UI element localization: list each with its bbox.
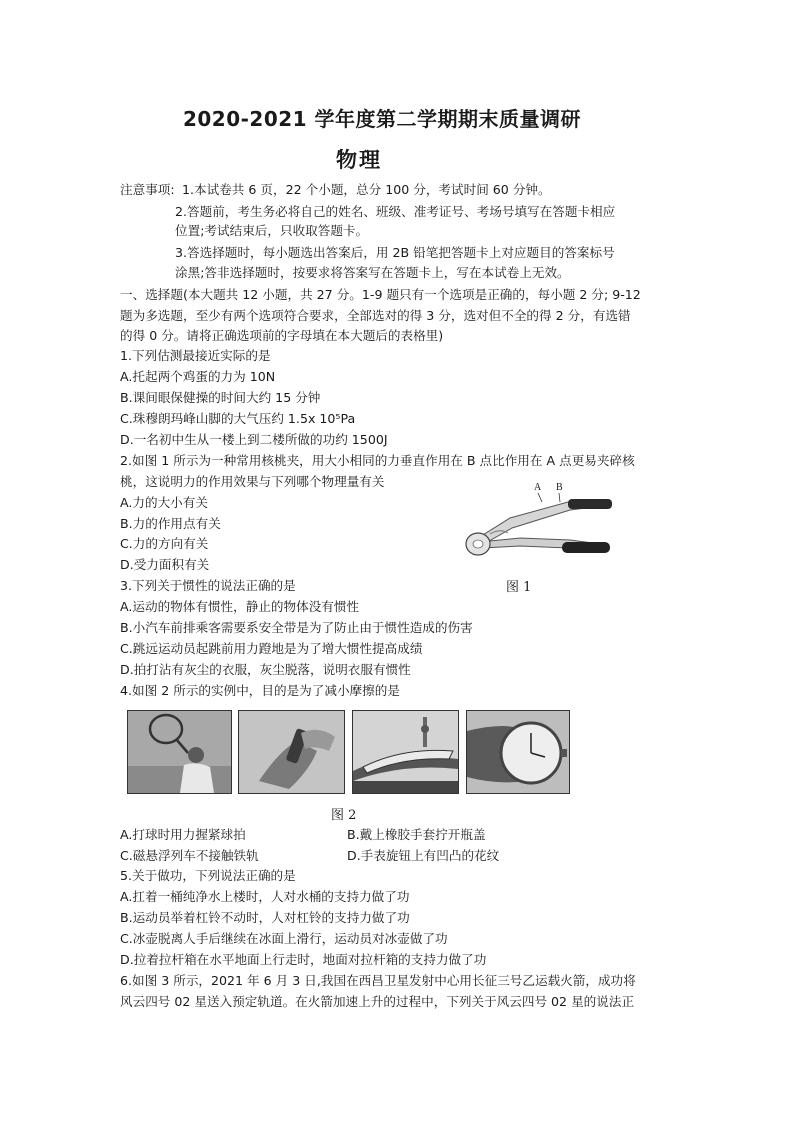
q5-option-c: C.冰壶脱离人手后继续在冰面上滑行，运动员对冰壶做了功: [120, 931, 448, 946]
nutcracker-figure: [450, 478, 650, 573]
section1-line-2: 题为多选题，至少有两个选项符合要求，全部选对的得 3 分，选对但不全的得 2 分，有选错: [120, 308, 631, 323]
exam-title: [0, 103, 794, 132]
notes-label: 注意事项:: [120, 182, 175, 197]
notes-item-3: 3.答选择题时，每小题选出答案后，用 2B 铅笔把答题卡上对应题目的答案标号: [175, 245, 615, 260]
q3-option-c: C.跳远运动员起跳前用力蹬地是为了增大惯性提高成绩: [120, 641, 423, 656]
q4-option-a: A.打球时用力握紧球拍: [120, 827, 246, 842]
q2-stem-2: 桃，这说明力的作用效果与下列哪个物理量有关: [120, 474, 385, 489]
point-b-label: B: [556, 482, 563, 493]
section1-line-1: 一、选择题(本大题共 12 小题，共 27 分。1-9 题只有一个选项是正确的，每小题 2 分; 9-12: [120, 287, 641, 302]
q5-option-a: A.扛着一桶纯净水上楼时，人对水桶的支持力做了功: [120, 889, 410, 904]
q4-option-d: D.手表旋钮上有凹凸的花纹: [347, 848, 500, 863]
q6-stem-2: 风云四号 02 星送入预定轨道。在火箭加速上升的过程中，下列关于风云四号 02 星的说法正: [120, 994, 635, 1009]
notes-item-2-cont: 位置;考试结束后，只收取答题卡。: [175, 223, 369, 238]
section1-line-3: 的得 0 分。请将正确选项前的字母填在本大题后的表格里): [120, 328, 444, 343]
tennis-photo: [127, 710, 232, 794]
q4-stem: 4.如图 2 所示的实例中，目的是为了减小摩擦的是: [120, 683, 400, 698]
watch-photo: [466, 710, 570, 794]
q1-option-d: D.一名初中生从一楼上到二楼所做的功约 1500J: [120, 432, 388, 447]
q2-option-b: B.力的作用点有关: [120, 516, 221, 531]
q3-stem: 3.下列关于惯性的说法正确的是: [120, 578, 296, 593]
q3-option-a: A.运动的物体有惯性，静止的物体没有惯性: [120, 599, 360, 614]
q2-option-d: D.受力面积有关: [120, 557, 210, 572]
q2-stem-1: 2.如图 1 所示为一种常用核桃夹，用大小相同的力垂直作用在 B 点比作用在 A 点更易夹碎核: [120, 453, 635, 468]
q1-option-b: B.课间眼保健操的时间大约 15 分钟: [120, 390, 321, 405]
q1-option-c: C.珠穆朗玛峰山脚的大气压约 1.5x 10⁵Pa: [120, 411, 356, 426]
q1-stem: 1.下列估测最接近实际的是: [120, 348, 271, 363]
subject-title: 物理: [336, 148, 382, 172]
q3-option-b: B.小汽车前排乘客需要系安全带是为了防止由于惯性造成的伤害: [120, 620, 473, 635]
notes-item-3-cont: 涂黑;答非选择题时，按要求将答案写在答题卡上，写在本试卷上无效。: [175, 265, 570, 280]
maglev-train-photo: [352, 710, 459, 794]
q6-stem-1: 6.如图 3 所示，2021 年 6 月 3 日,我国在西昌卫星发射中心用长征三号乙运载火箭，成功将: [120, 973, 636, 988]
exam-title-text: 2020-2021 学年度第二学期期末质量调研: [182, 107, 582, 131]
notes-item-1: 1.本试卷共 6 页，22 个小题，总分 100 分，考试时间 60 分钟。: [182, 182, 551, 197]
notes-item-2: 2.答题前，考生务必将自己的姓名、班级、准考证号、考场号填写在答题卡相应: [175, 204, 616, 219]
point-a-label: A: [534, 482, 542, 493]
q5-option-d: D.拉着拉杆箱在水平地面上行走时，地面对拉杆箱的支持力做了功: [120, 952, 487, 967]
glove-bottle-photo: [238, 710, 345, 794]
q5-stem: 5.关于做功，下列说法正确的是: [120, 868, 296, 883]
q5-option-b: B.运动员举着杠铃不动时，人对杠铃的支持力做了功: [120, 910, 410, 925]
q2-option-c: C.力的方向有关: [120, 536, 209, 551]
q1-option-a: A.托起两个鸡蛋的力为 10N: [120, 369, 276, 384]
q3-option-d: D.拍打沾有灰尘的衣服，灰尘脱落，说明衣服有惯性: [120, 662, 411, 677]
q4-option-b: B.戴上橡胶手套拧开瓶盖: [347, 827, 486, 842]
figure-2-caption: 图 2: [331, 808, 357, 823]
q2-option-a: A.力的大小有关: [120, 495, 208, 510]
q4-option-c: C.磁悬浮列车不接触铁轨: [120, 848, 259, 863]
figure-1-caption: 图 1: [506, 580, 532, 595]
